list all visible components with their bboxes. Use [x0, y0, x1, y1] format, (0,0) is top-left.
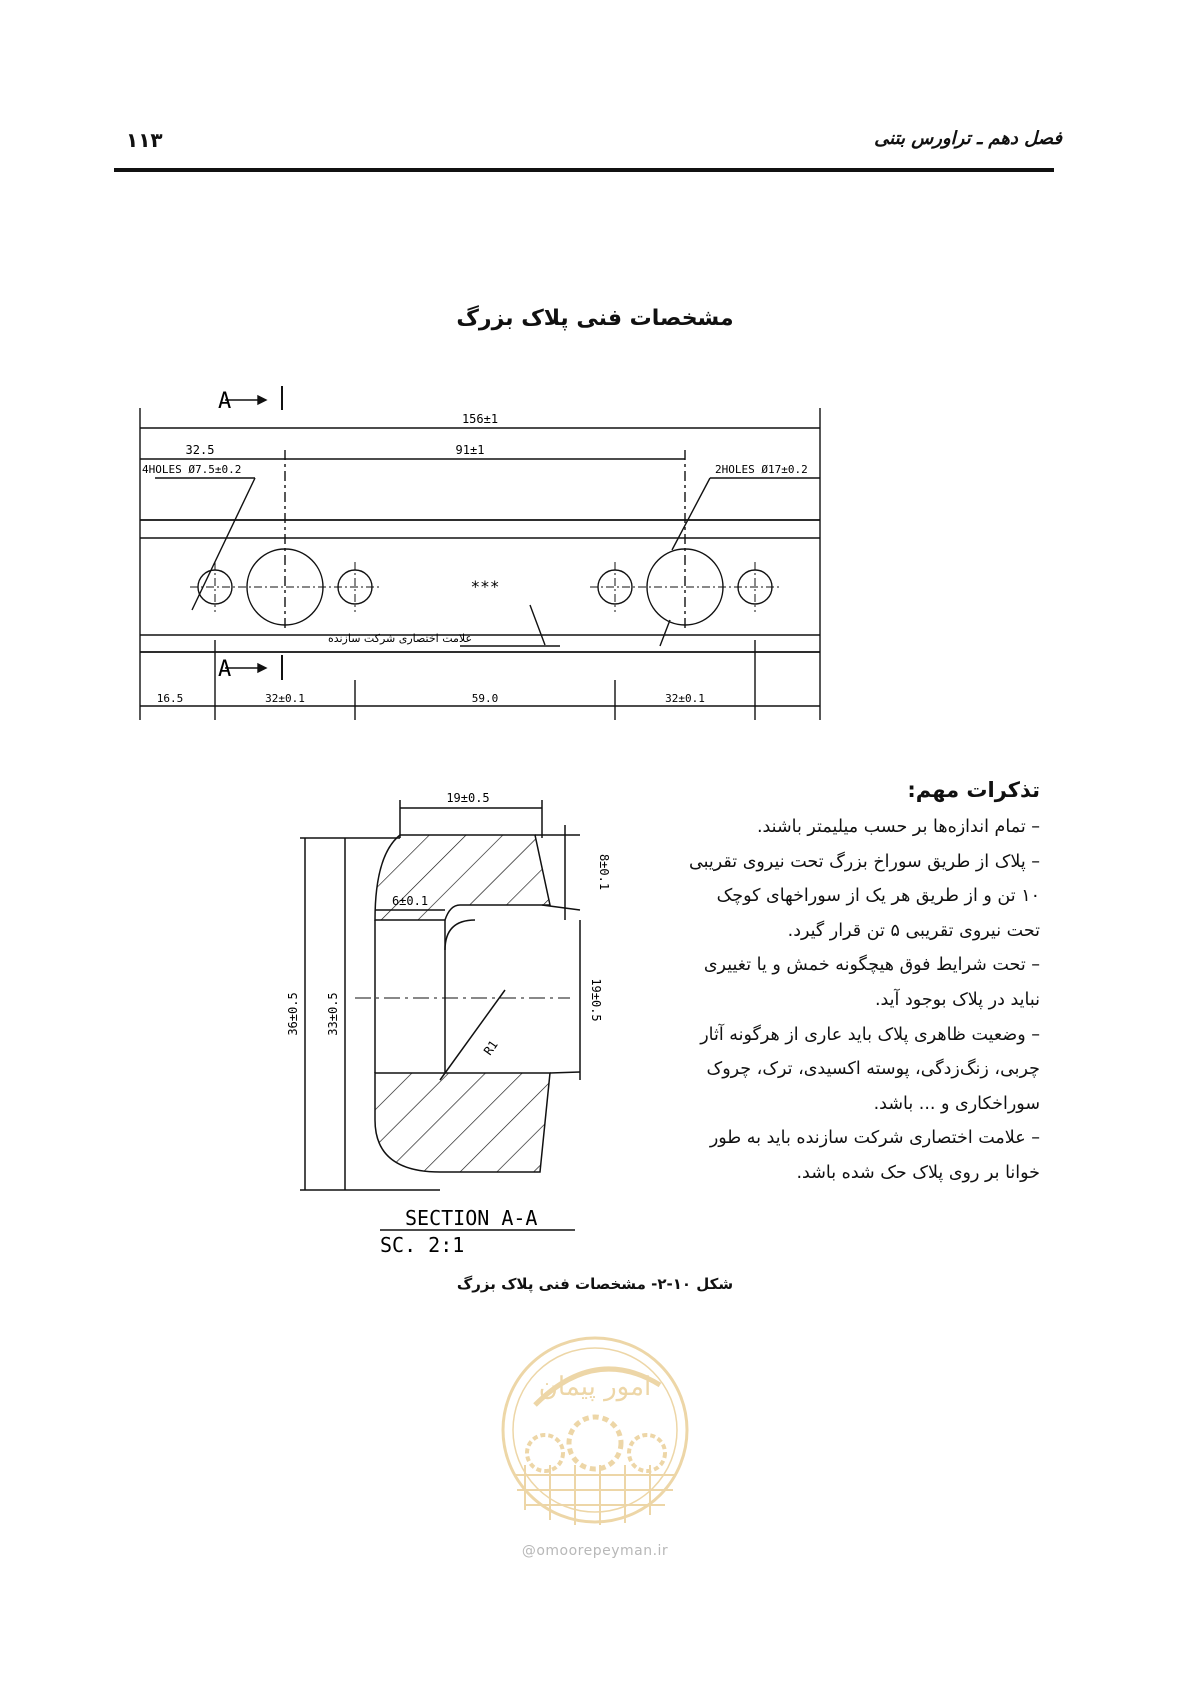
- scale-label: SC. 2:1: [380, 1233, 465, 1257]
- note-line: – تحت شرایط فوق هیچگونه خمش و یا تغییری: [703, 955, 1040, 976]
- page-title: مشخصات فنی پلاک بزرگ: [456, 306, 734, 331]
- dim-radius: R1: [480, 1037, 501, 1058]
- note-line: – علامت اختصاری شرکت سازنده باید به طور: [709, 1128, 1040, 1149]
- dim-section-top: 19±0.5: [446, 791, 490, 805]
- figure-caption: شکل ۱۰-۲- مشخصات فنی پلاک بزرگ: [456, 1275, 734, 1293]
- running-head: فصل دهم ـ تراورس بتنی: [874, 128, 1062, 149]
- bottom-dim-3: 59.0: [471, 692, 499, 705]
- manufacturer-mark-label: علامت اختصاری شرکت سازنده: [327, 632, 473, 645]
- bottom-dim-2: 32±0.1: [265, 692, 305, 705]
- note-line: خوانا بر روی پلاک حک شده باشد.: [796, 1162, 1040, 1183]
- bottom-dim-4: 32±0.1: [665, 692, 705, 705]
- dim-section-inner: 6±0.1: [391, 894, 429, 908]
- note-line: – پلاک از طریق سوراخ بزرگ تحت نیروی تقریبی: [689, 851, 1040, 872]
- dim-section-right-top: 8±0.1: [597, 853, 611, 891]
- dim-section-outer-left: 36±0.5: [286, 992, 300, 1036]
- dim-overall: 156±1: [461, 412, 499, 426]
- section-aa-drawing: [286, 780, 640, 1260]
- section-marker-top: A: [218, 389, 232, 414]
- section-label: SECTION A-A: [405, 1206, 538, 1230]
- note-line: ۱۰ تن و از طریق هر یک از سوراخهای کوچک: [716, 886, 1040, 907]
- watermark-logo-text: امور پیمان: [538, 1372, 652, 1402]
- notes-block: [660, 778, 1040, 1191]
- dim-center: 91±1: [455, 443, 485, 457]
- label-big-holes: 2HOLES Ø17±0.2: [715, 463, 808, 476]
- notes-lines: [660, 810, 1040, 1191]
- manufacturer-mark: ***: [470, 577, 500, 596]
- notes-heading: تذکرات مهم:: [907, 778, 1040, 802]
- note-line: تحت نیروی تقریبی ۵ تن قرار گیرد.: [787, 920, 1040, 941]
- note-line: چربی، زنگ‌زدگی، پوسته اکسیدی، ترک، چروک: [706, 1059, 1040, 1080]
- header-rule: [114, 168, 1054, 172]
- plate-plan-drawing: [130, 380, 830, 735]
- watermark-logo: [495, 1325, 695, 1535]
- dim-section-right: 19±0.5: [589, 978, 603, 1022]
- note-line: – تمام اندازه‌ها بر حسب میلیمتر باشند.: [756, 817, 1040, 837]
- watermark-url: @omoorepeyman.ir: [521, 1543, 669, 1559]
- page-number: ۱۱۳: [126, 128, 163, 152]
- note-line: سوراخکاری و ... باشد.: [873, 1093, 1040, 1114]
- bottom-dim-1: 16.5: [156, 692, 184, 705]
- note-line: نباید در پلاک بوجود آید.: [874, 989, 1040, 1010]
- section-marker-bottom: A: [218, 657, 232, 682]
- note-line: – وضعیت ظاهری پلاک باید عاری از هرگونه آثار: [700, 1024, 1040, 1045]
- label-small-holes: 4HOLES Ø7.5±0.2: [142, 463, 242, 476]
- dim-left: 32.5: [185, 443, 215, 457]
- dim-section-inner-left: 33±0.5: [326, 992, 340, 1036]
